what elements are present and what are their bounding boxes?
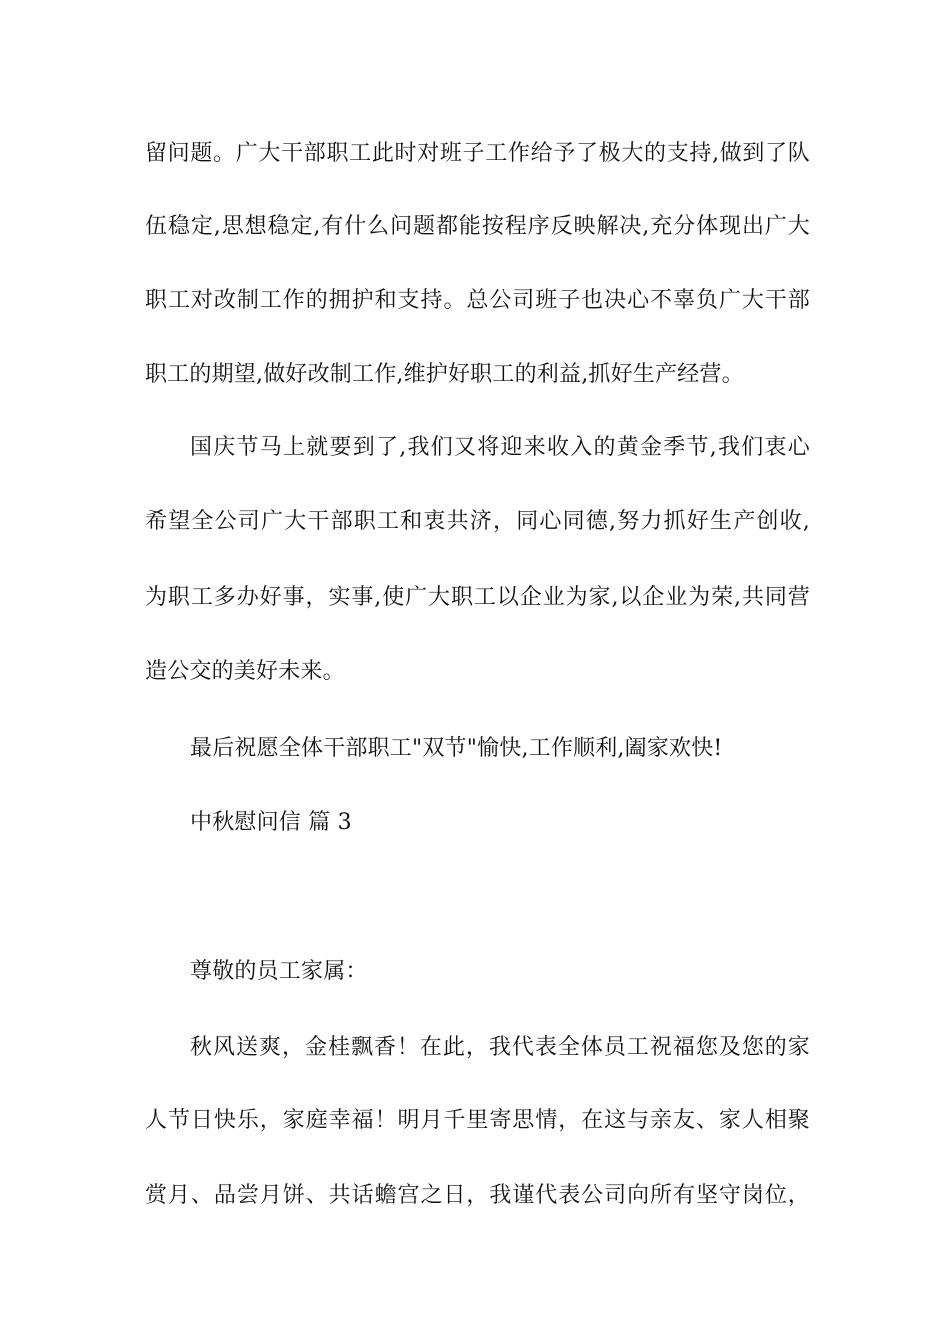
- paragraph-1-line-1: 留问题。广大干部职工此时对班子工作给予了极大的支持,做到了队: [145, 141, 810, 166]
- salutation: 尊敬的员工家属：: [190, 959, 368, 984]
- paragraph-3-line-3: 赏月、品尝月饼、共话蟾宫之日，我谨代表公司向所有坚守岗位，: [145, 1183, 810, 1208]
- paragraph-3-line-1: 秋风送爽，金桂飘香！在此，我代表全体员工祝福您及您的家: [190, 1035, 810, 1060]
- paragraph-2-line-3: 为职工多办好事，实事,使广大职工以企业为家,以企业为荣,共同营: [145, 585, 810, 610]
- paragraph-1-line-2: 伍稳定,思想稳定,有什么问题都能按程序反映解决,充分体现出广大: [145, 214, 810, 239]
- section-heading: 中秋慰问信 篇 3: [190, 810, 352, 835]
- paragraph-2-line-2: 希望全公司广大干部职工和衷共济，同心同德,努力抓好生产创收,: [145, 509, 810, 534]
- paragraph-1-line-4: 职工的期望,做好改制工作,维护好职工的利益,抓好生产经营。: [145, 362, 744, 387]
- paragraph-2-line-1: 国庆节马上就要到了,我们又将迎来收入的黄金季节,我们衷心: [190, 435, 810, 460]
- paragraph-2-line-4: 造公交的美好未来。: [145, 659, 345, 684]
- paragraph-3-line-2: 人节日快乐，家庭幸福！明月千里寄思情，在这与亲友、家人相聚: [145, 1108, 810, 1133]
- closing-wish: 最后祝愿全体干部职工"双节"愉快,工作顺利,阖家欢快!: [190, 736, 723, 761]
- paragraph-1-line-3: 职工对改制工作的拥护和支持。总公司班子也决心不辜负广大干部: [145, 288, 810, 313]
